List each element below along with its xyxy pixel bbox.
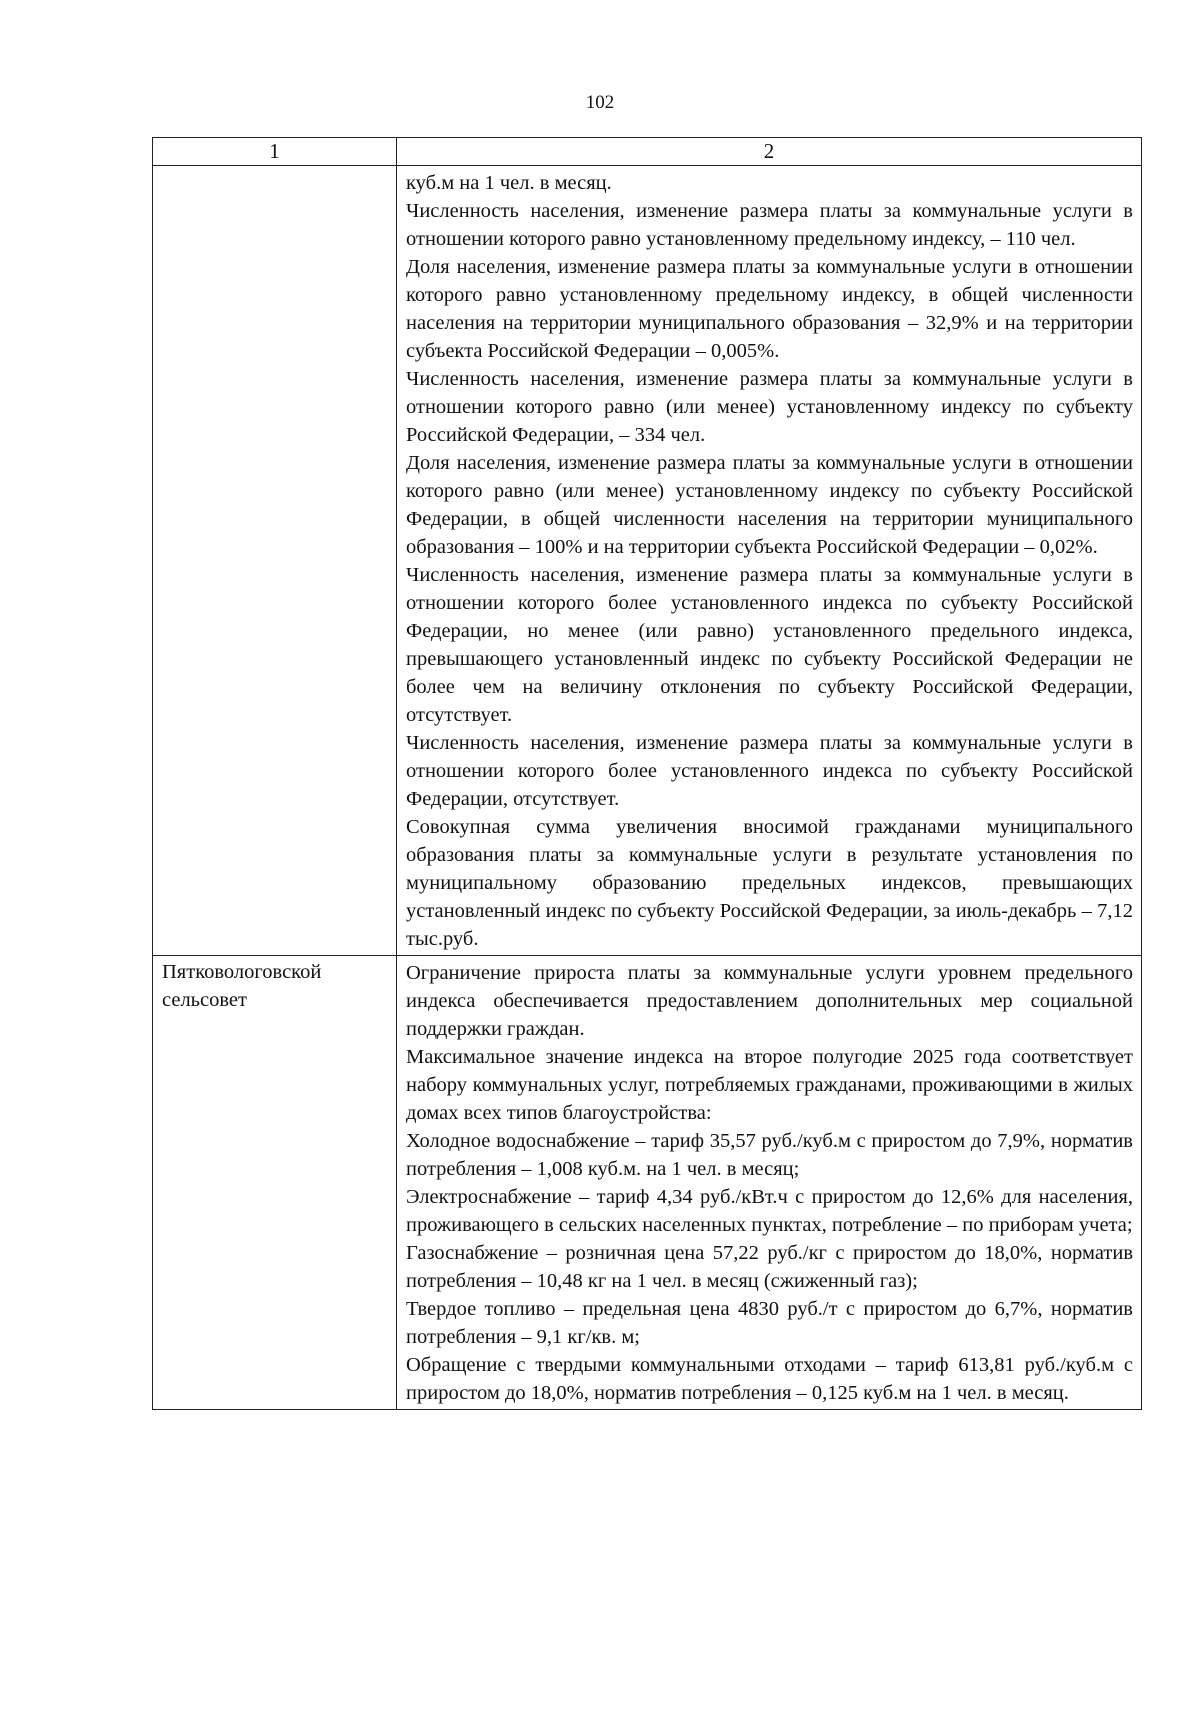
paragraph: Холодное водоснабжение – тариф 35,57 руб./куб.м с приростом до 7,9%, норматив потребления – 1,008 куб.м. на 1 чел. в месяц; [406,1130,1133,1180]
paragraph: Электроснабжение – тариф 4,34 руб./кВт.ч с приростом до 12,6% для населения, проживающего в сельских населенных пунктах, потребление – по приборам учета; [406,1186,1133,1236]
paragraph: Доля населения, изменение размера платы за коммунальные услуги в отношении которого равно установленному предельному индексу, в общей численности населения на территории муниципального образования – 32,9% и на территории субъекта Российской Федерации – 0,005%. [406,256,1133,362]
paragraph: Максимальное значение индекса на второе полугодие 2025 года соответствует набору коммунальных услуг, потребляемых гражданами, проживающими в жилых домах всех типов благоустройства: [406,1046,1133,1124]
page-number: 102 [585,92,615,113]
paragraph: Совокупная сумма увеличения вносимой гражданами муниципального образования платы за коммунальные услуги в результате установления по муниципальному образованию предельных индексов, превышающих установленный индекс по субъекту Российской Федерации, за июль-декабрь – 7,12 тыс.руб. [406,816,1133,950]
table-header-row [153,138,1142,166]
description-cell [397,166,1142,956]
column-header-2: 2 [397,138,1142,166]
table-row [153,166,1142,956]
paragraph: Численность населения, изменение размера платы за коммунальные услуги в отношении которого более установленного индекса по субъекту Российской Федерации, но менее (или равно) установленного предельного индекса, превышающего установленный индекс по субъекту Российской Федерации не более чем на величину отклонения по субъекту Российской Федерации, отсутствует. [406,564,1133,726]
table-row [153,956,1142,1410]
paragraph: куб.м на 1 чел. в месяц. [406,172,612,194]
paragraph: Численность населения, изменение размера платы за коммунальные услуги в отношении которого равно установленному предельному индексу, – 110 чел. [406,200,1133,250]
paragraph: Газоснабжение – розничная цена 57,22 руб./кг с приростом до 18,0%, норматив потребления – 10,48 кг на 1 чел. в месяц (сжиженный газ); [406,1242,1133,1292]
paragraph: Ограничение прироста платы за коммунальные услуги уровнем предельного индекса обеспечивается предоставлением дополнительных мер социальной поддержки граждан. [406,962,1133,1040]
municipality-cell: Пятковологовской сельсовет [153,956,397,1410]
column-header-1: 1 [153,138,397,166]
paragraph: Твердое топливо – предельная цена 4830 руб./т с приростом до 6,7%, норматив потребления – 9,1 кг/кв. м; [406,1298,1133,1348]
description-cell [397,956,1142,1410]
paragraph: Доля населения, изменение размера платы за коммунальные услуги в отношении которого равно (или менее) установленному индексу по субъекту Российской Федерации, в общей численности населения на территории муниципального образования – 100% и на территории субъекта Российской Федерации – 0,02%. [406,452,1133,558]
paragraph: Обращение с твердыми коммунальными отходами – тариф 613,81 руб./куб.м с приростом до 18,0%, норматив потребления – 0,125 куб.м на 1 чел. в месяц. [406,1354,1133,1404]
paragraph: Численность населения, изменение размера платы за коммунальные услуги в отношении которого более установленного индекса по субъекту Российской Федерации, отсутствует. [406,732,1133,810]
municipality-cell [153,166,397,956]
paragraph: Численность населения, изменение размера платы за коммунальные услуги в отношении которого равно (или менее) установленному индексу по субъекту Российской Федерации, – 334 чел. [406,368,1133,446]
document-table [152,137,1142,1410]
